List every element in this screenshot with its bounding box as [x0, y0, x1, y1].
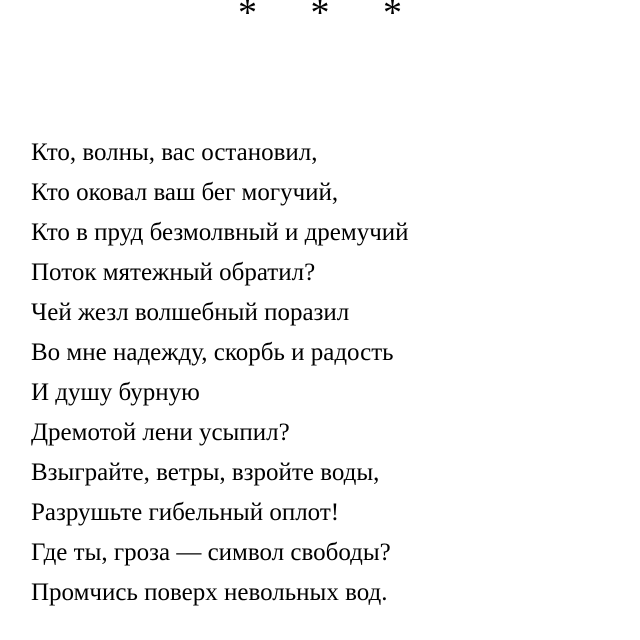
poem-line: Дремотой лени усыпил? [31, 419, 290, 446]
poem-line: Поток мятежный обратил? [31, 259, 316, 286]
poem-line: Кто, волны, вас остановил, [31, 139, 318, 166]
section-separator: * * * [238, 0, 424, 34]
poem-line: Чей жезл волшебный поразил [31, 299, 350, 326]
poem-line: Кто в пруд безмолвный и дремучий [31, 219, 409, 246]
poem-line: Кто оковал ваш бег могучий, [31, 179, 339, 206]
poem-stanza [31, 133, 409, 613]
poem-line: Где ты, гроза — символ свободы? [31, 539, 391, 566]
poem-line: И душу бурную [31, 379, 200, 406]
poem-line: Промчись поверх невольных вод. [31, 579, 388, 606]
poem-line: Разрушьте гибельный оплот! [31, 499, 340, 526]
poem-line: Взыграйте, ветры, взройте воды, [31, 459, 380, 486]
poem-line: Во мне надежду, скорбь и радость [31, 339, 394, 366]
